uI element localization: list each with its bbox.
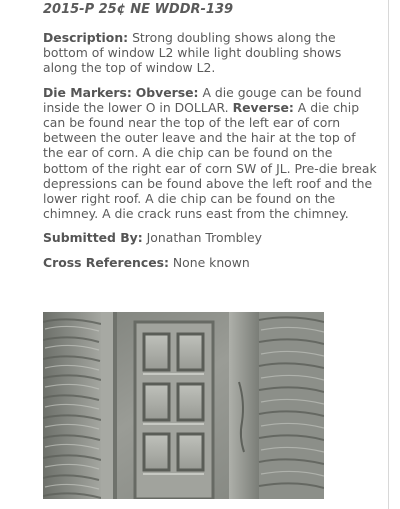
die-markers-section xyxy=(43,85,379,222)
description-section xyxy=(43,30,379,76)
obverse-text: A die gouge can be found inside the lower O in DOLLAR. xyxy=(43,84,362,115)
submitted-by-value: Jonathan Trombley xyxy=(146,230,262,246)
description-label: Description: xyxy=(43,30,129,45)
die-markers-label: Die Markers: xyxy=(43,84,132,100)
coin-closeup-illustration xyxy=(43,312,324,499)
description-text: Strong doubling shows along the bottom of window L2 while light doubling shows along the top of window L2. xyxy=(43,30,342,76)
reverse-label: Reverse: xyxy=(232,99,294,115)
coin-closeup-photo xyxy=(43,312,324,499)
obverse-label: Obverse: xyxy=(135,84,199,100)
reverse-text: A die chip can be found near the top of the left ear of corn between the outer leave and the hair at the top of the ear of corn. A die chip can be found on the bottom of the right ear of corn SW of JL. Pre-die break depressions can be found above the left roof and the lower right roof. A die chip can be found on the chimney. A die crack runs east from the chimney. xyxy=(43,99,377,222)
cross-references-label: Cross References: xyxy=(43,254,169,270)
cross-references-value: None known xyxy=(172,254,250,270)
variety-title: 2015-P 25¢ NE WDDR-139 xyxy=(43,2,234,17)
submitted-by-label: Submitted By: xyxy=(43,230,143,246)
submitted-by-section xyxy=(43,230,379,245)
cross-references-section xyxy=(43,255,379,270)
column-divider xyxy=(388,0,389,509)
